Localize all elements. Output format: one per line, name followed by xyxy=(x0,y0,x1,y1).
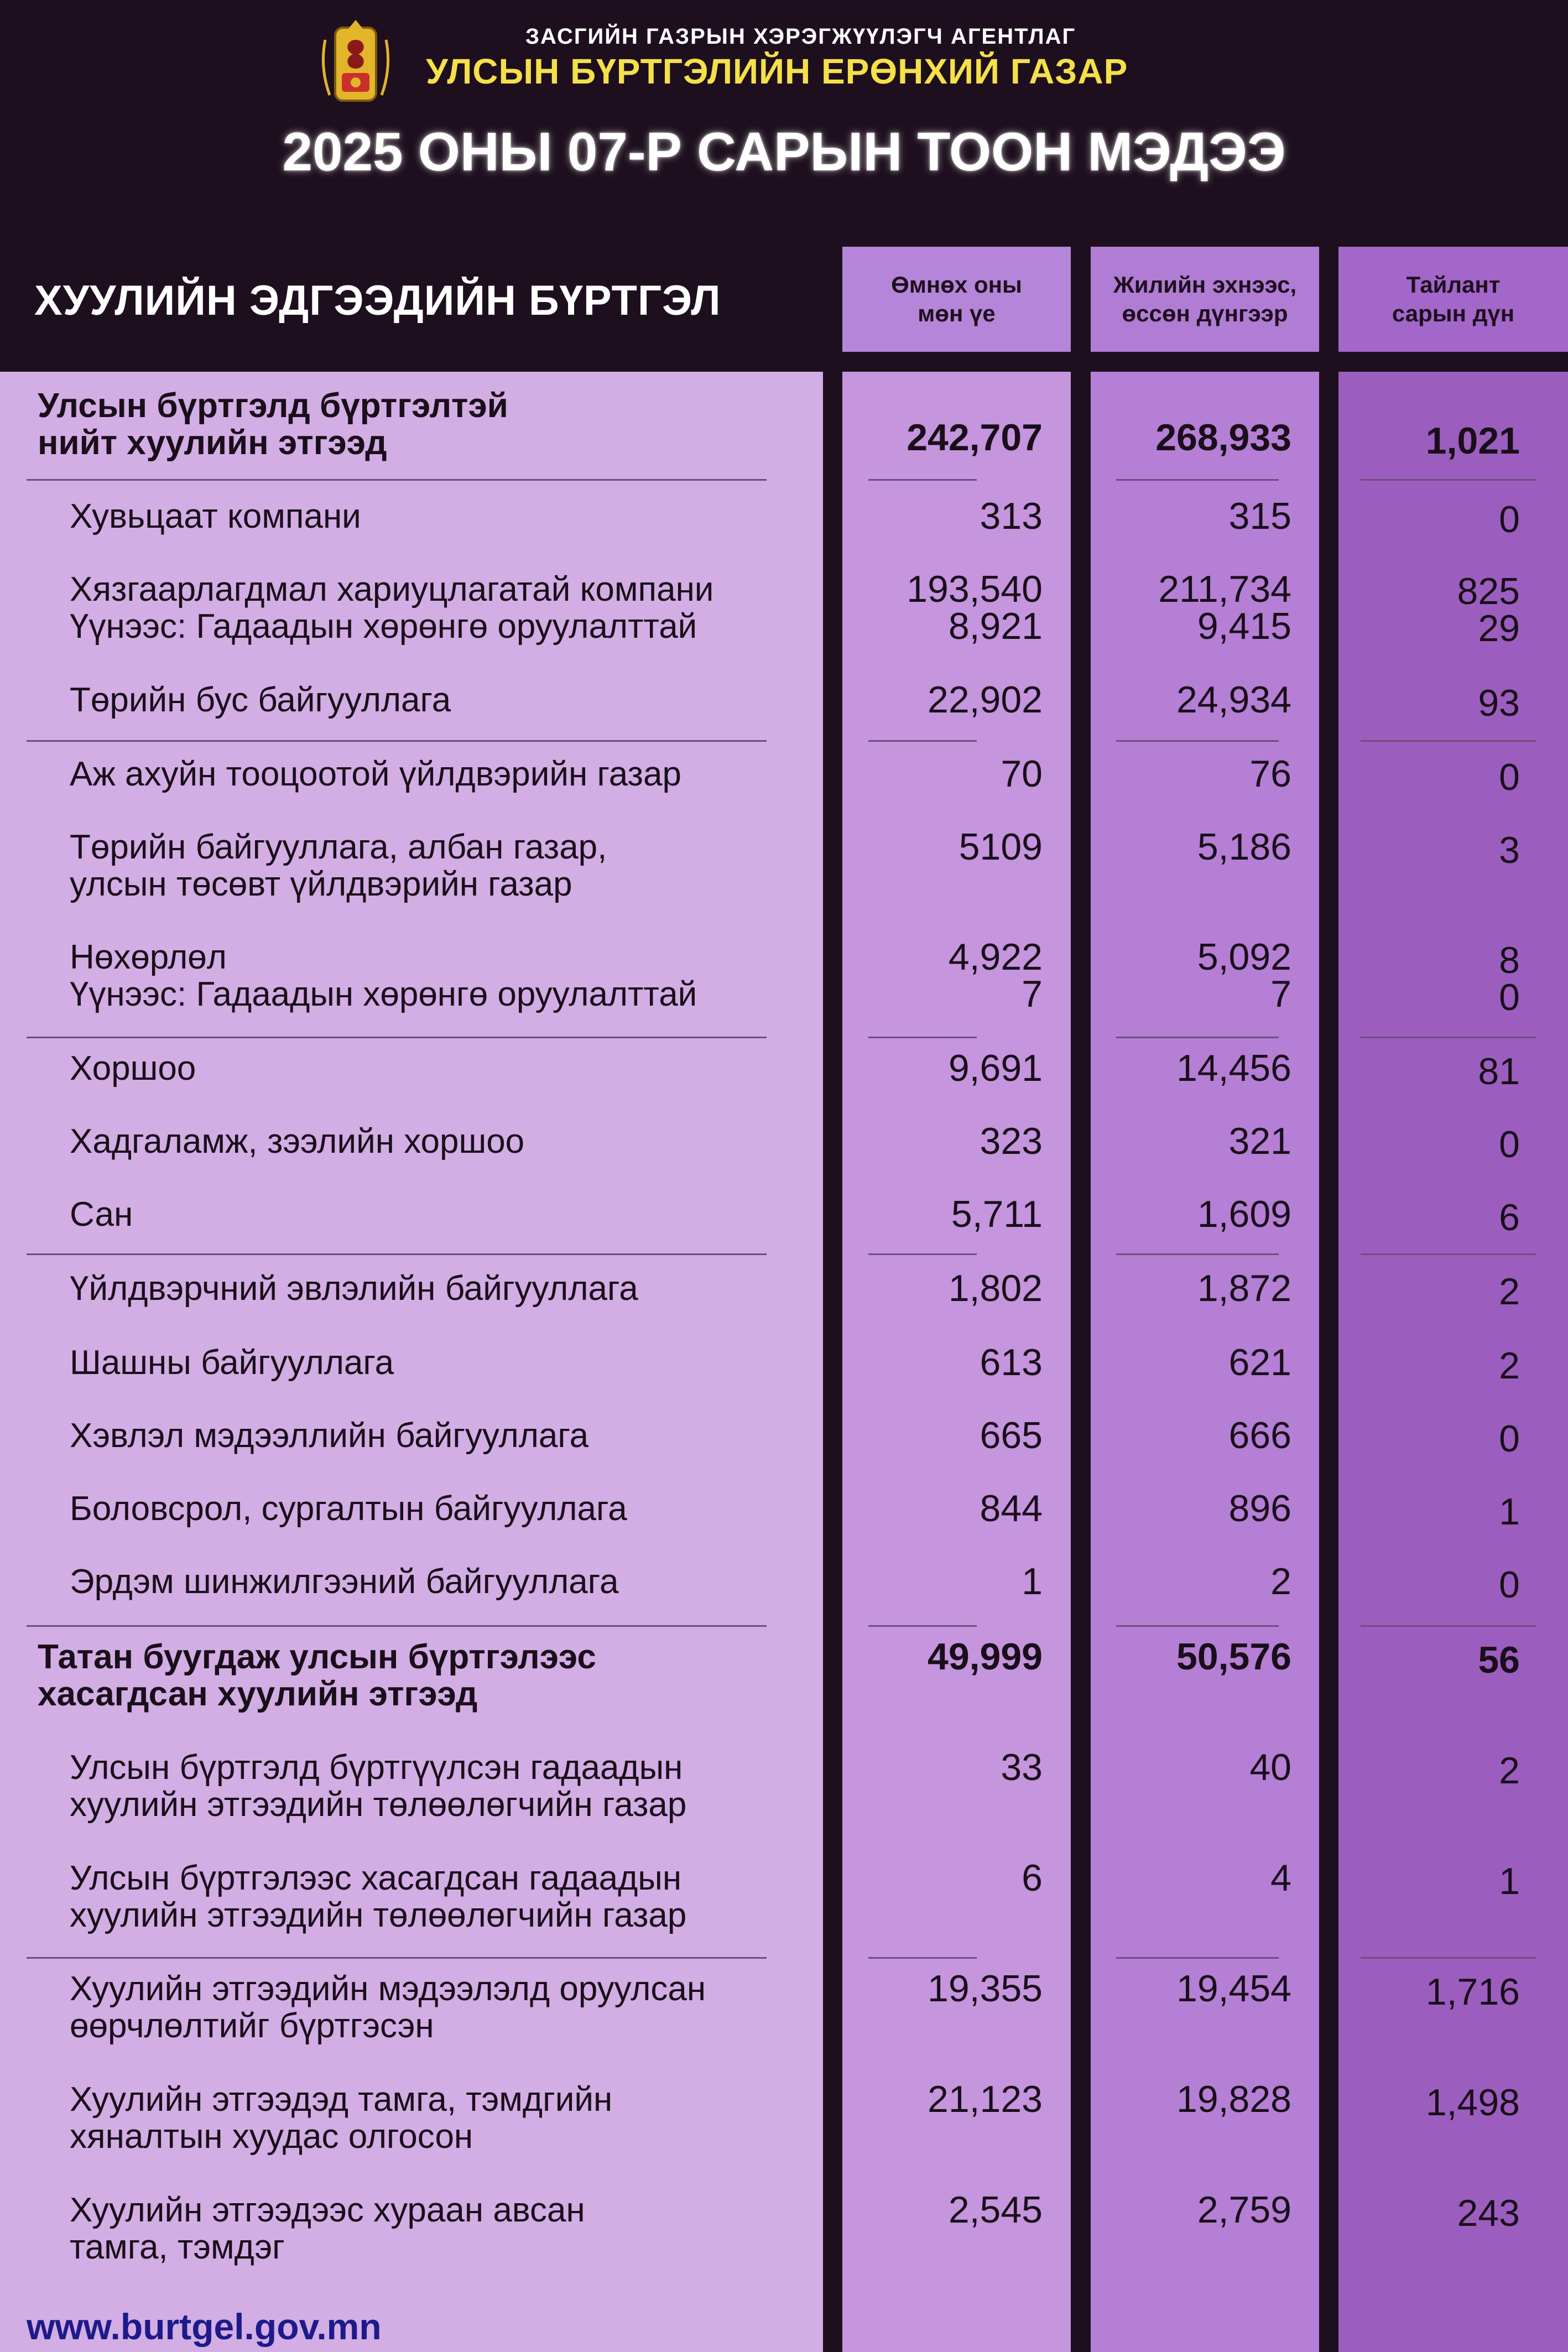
previous-year-value: 22,902 xyxy=(928,679,1043,721)
row-divider xyxy=(1361,479,1536,481)
year-to-date-value: 211,734 9,415 xyxy=(1158,568,1291,647)
row-label: Шашны байгууллага xyxy=(70,1344,394,1382)
previous-year-value: 49,999 xyxy=(928,1636,1043,1678)
row-divider xyxy=(1116,1037,1279,1038)
row-label: Улсын бүртгэлд бүртгэлтэй нийт хуулийн этгээд xyxy=(38,387,508,462)
row-label: Хадгаламж, зээлийн хоршоо xyxy=(70,1122,525,1161)
column-header-previous-year: Өмнөх оны мөн үе xyxy=(842,247,1071,352)
year-to-date-value: 14,456 xyxy=(1176,1047,1291,1089)
previous-year-value: 5109 xyxy=(958,826,1043,868)
reporting-month-value: 2 xyxy=(1499,1345,1520,1387)
row-label: Хувьцаат компани xyxy=(70,497,361,535)
row-label: Аж ахуйн тооцоотой үйлдвэрийн газар xyxy=(70,755,681,793)
row-divider xyxy=(1361,1253,1536,1255)
agency-name: ЗАСГИЙН ГАЗРЫН ХЭРЭГЖҮҮЛЭГЧ АГЕНТЛАГ xyxy=(525,24,1076,49)
year-to-date-value: 76 xyxy=(1249,753,1291,795)
row-label: Сан xyxy=(70,1195,133,1234)
row-label: Төрийн бус байгууллага xyxy=(70,681,451,719)
year-to-date-value: 621 xyxy=(1228,1341,1291,1383)
row-divider xyxy=(27,1037,767,1038)
row-divider xyxy=(1116,740,1279,742)
year-to-date-value: 5,186 xyxy=(1197,826,1291,868)
year-to-date-value: 315 xyxy=(1228,495,1291,537)
row-divider xyxy=(27,1957,767,1959)
previous-year-value: 1,802 xyxy=(948,1267,1043,1309)
year-to-date-value: 5,092 7 xyxy=(1197,936,1291,1015)
row-label: Хэвлэл мэдээллийн байгууллага xyxy=(70,1417,589,1455)
previous-year-value: 2,545 xyxy=(948,2189,1043,2231)
row-divider xyxy=(27,740,767,742)
reporting-month-value: 56 xyxy=(1478,1639,1520,1681)
column-header-year-to-date: Жилийн эхнээс, өссөн дүнгээр xyxy=(1091,247,1319,352)
reporting-month-value: 93 xyxy=(1478,682,1520,724)
previous-year-value: 313 xyxy=(980,495,1043,537)
previous-year-value: 1 xyxy=(1022,1560,1043,1602)
row-divider xyxy=(1116,1625,1279,1627)
section-title: ХУУЛИЙН ЭДГЭЭДИЙН БҮРТГЭЛ xyxy=(34,277,721,324)
row-label: Улсын бүртгэлд бүртгүүлсэн гадаадын хуулийн этгээдийн төлөөлөгчийн газар xyxy=(70,1749,687,1824)
row-divider xyxy=(1361,1037,1536,1038)
year-to-date-value: 2,759 xyxy=(1197,2189,1291,2231)
year-to-date-value: 4 xyxy=(1270,1857,1291,1899)
year-to-date-value: 666 xyxy=(1228,1414,1291,1456)
previous-year-value: 665 xyxy=(980,1414,1043,1456)
previous-year-value: 70 xyxy=(1001,753,1043,795)
row-divider xyxy=(868,479,977,481)
row-divider xyxy=(1361,1957,1536,1959)
organization-name: УЛСЫН БҮРТГЭЛИЙН ЕРӨНХИЙ ГАЗАР xyxy=(426,51,1128,91)
row-label: Боловсрол, сургалтын байгууллага xyxy=(70,1490,627,1528)
previous-year-value: 9,691 xyxy=(948,1047,1043,1089)
reporting-month-value: 1,716 xyxy=(1425,1971,1520,2013)
reporting-month-value: 1 xyxy=(1499,1491,1520,1533)
row-label: Төрийн байгууллага, албан газар, улсын төсөвт үйлдвэрийн газар xyxy=(70,828,607,903)
row-divider xyxy=(868,1253,977,1255)
row-label: Хуулийн этгээдээс хураан авсан тамга, тэмдэг xyxy=(70,2191,585,2266)
previous-year-value: 4,922 7 xyxy=(948,936,1043,1015)
row-label: Хоршоо xyxy=(70,1049,196,1087)
row-divider xyxy=(868,1037,977,1038)
reporting-month-value: 243 xyxy=(1457,2192,1520,2234)
reporting-month-value: 2 xyxy=(1499,1271,1520,1313)
row-label: Хуулийн этгээдийн мэдээлэлд оруулсан өөрчлөлтийг бүртгэсэн xyxy=(70,1970,706,2045)
row-divider xyxy=(1116,1253,1279,1255)
reporting-month-value: 3 xyxy=(1499,829,1520,871)
year-to-date-value: 19,454 xyxy=(1176,1968,1291,2010)
row-divider xyxy=(1116,479,1279,481)
previous-year-value: 613 xyxy=(980,1341,1043,1383)
row-label: Татан буугдаж улсын бүртгэлээс хасагдсан хуулийн этгээд xyxy=(38,1638,596,1713)
row-divider xyxy=(868,740,977,742)
previous-year-value: 844 xyxy=(980,1487,1043,1529)
row-divider xyxy=(868,1625,977,1627)
previous-year-value: 323 xyxy=(980,1120,1043,1162)
reporting-month-value: 0 xyxy=(1499,1564,1520,1606)
year-to-date-value: 24,934 xyxy=(1176,679,1291,721)
reporting-month-value: 6 xyxy=(1499,1196,1520,1239)
row-divider xyxy=(868,1957,977,1959)
reporting-month-value: 0 xyxy=(1499,756,1520,798)
year-to-date-value: 321 xyxy=(1228,1120,1291,1162)
reporting-month-value: 1,498 xyxy=(1425,2082,1520,2124)
row-divider xyxy=(27,1625,767,1627)
reporting-month-value: 2 xyxy=(1499,1750,1520,1792)
row-label: Улсын бүртгэлээс хасагдсан гадаадын хуулийн этгээдийн төлөөлөгчийн газар xyxy=(70,1859,687,1934)
previous-year-value: 5,711 xyxy=(951,1193,1043,1235)
row-divider xyxy=(1361,740,1536,742)
year-to-date-value: 2 xyxy=(1270,1560,1291,1602)
website-url: www.burtgel.gov.mn xyxy=(27,2306,382,2347)
row-divider xyxy=(27,1253,767,1255)
row-label: Хязгаарлагдмал хариуцлагатай компани Үүнээс: Гадаадын хөрөнгө оруулалттай xyxy=(70,570,714,646)
reporting-month-value: 0 xyxy=(1499,1418,1520,1460)
row-divider xyxy=(1116,1957,1279,1959)
previous-year-value: 33 xyxy=(1001,1746,1043,1788)
row-label: Нөхөрлөл Үүнээс: Гадаадын хөрөнгө оруулалттай xyxy=(70,938,697,1013)
row-divider xyxy=(1361,1625,1536,1627)
previous-year-value: 6 xyxy=(1022,1857,1043,1899)
previous-year-value: 21,123 xyxy=(928,2078,1043,2120)
page-title: 2025 ОНЫ 07-Р САРЫН ТООН МЭДЭЭ xyxy=(282,121,1286,182)
previous-year-value: 242,707 xyxy=(907,417,1043,459)
year-to-date-value: 40 xyxy=(1249,1746,1291,1788)
row-label: Үйлдвэрчний эвлэлийн байгууллага xyxy=(70,1269,638,1308)
year-to-date-value: 268,933 xyxy=(1155,417,1291,459)
row-divider xyxy=(27,479,767,481)
year-to-date-value: 19,828 xyxy=(1176,2078,1291,2120)
row-label: Эрдэм шинжилгээний байгууллага xyxy=(70,1563,619,1601)
reporting-month-value: 0 xyxy=(1499,1123,1520,1165)
header xyxy=(0,0,1568,372)
column-header-reporting-month: Тайлант сарын дүн xyxy=(1338,247,1568,352)
emblem-logo-icon xyxy=(314,18,397,109)
year-to-date-value: 1,872 xyxy=(1197,1267,1291,1309)
year-to-date-value: 896 xyxy=(1228,1487,1291,1529)
previous-year-value: 19,355 xyxy=(928,1968,1043,2010)
reporting-month-value: 0 xyxy=(1499,498,1520,540)
reporting-month-value: 1,021 xyxy=(1425,420,1520,462)
year-to-date-value: 50,576 xyxy=(1176,1636,1291,1678)
reporting-month-value: 1 xyxy=(1499,1860,1520,1902)
reporting-month-value: 825 29 xyxy=(1457,570,1520,649)
previous-year-value: 193,540 8,921 xyxy=(907,568,1043,647)
reporting-month-value: 8 0 xyxy=(1499,939,1520,1018)
year-to-date-value: 1,609 xyxy=(1197,1193,1291,1235)
row-label: Хуулийн этгээдэд тамга, тэмдгийн хяналтын хуудас олгосон xyxy=(70,2080,613,2156)
reporting-month-value: 81 xyxy=(1478,1050,1520,1092)
